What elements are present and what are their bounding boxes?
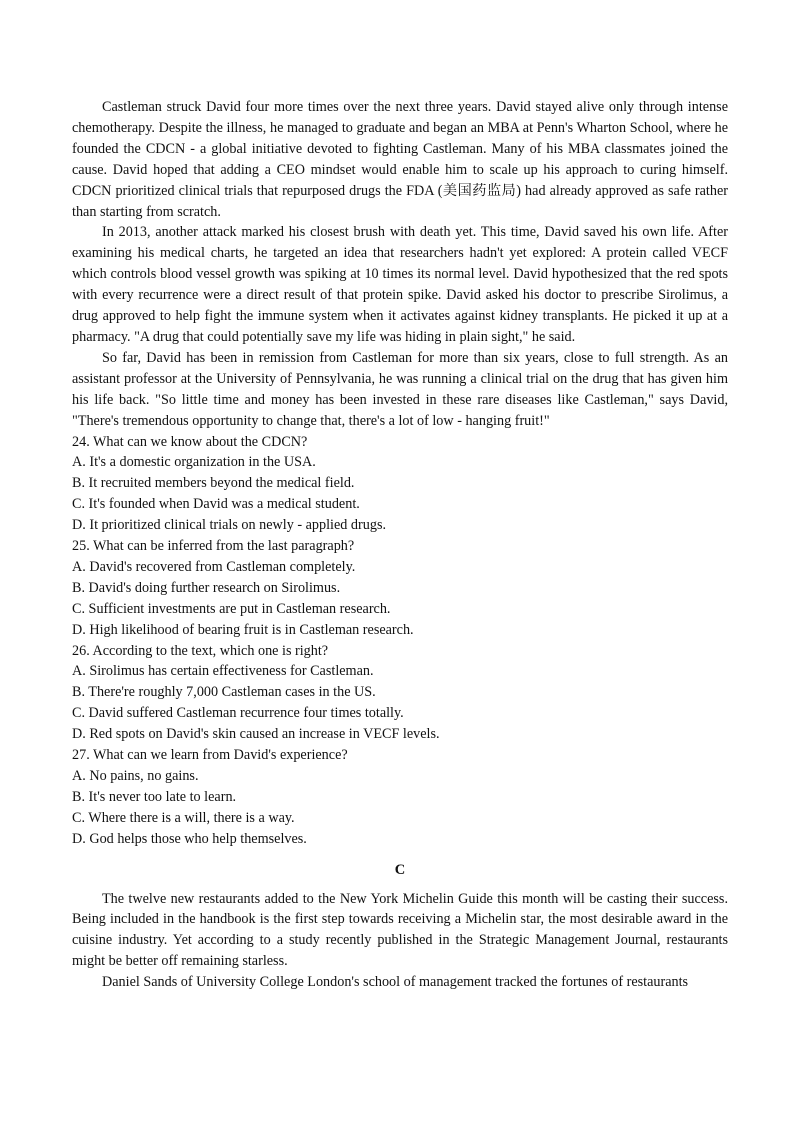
document-page [72,97,728,993]
paragraph: Castleman struck David four more times over the next three years. David stayed alive only through intense chemotherapy. Despite the illness, he managed to graduate and began an MBA at Penn's Wharton School, where he founded the CDCN - a global initiative devoted to fighting Castleman. Many of his MBA classmates joined the cause. David hoped that adding a CEO mindset would enable him to scale up his approach to curing himself. CDCN prioritized clinical trials that repurposed drugs the FDA (美国药监局) had already approved as safe rather than starting from scratch. [72,99,728,220]
option-d: D. Red spots on David's skin caused an increase in VECF levels. [72,726,440,743]
option-a: A. It's a domestic organization in the USA. [72,454,316,471]
question-stem: 25. What can be inferred from the last paragraph? [72,538,355,555]
questions [72,432,728,850]
option-c: C. Where there is a will, there is a way. [72,809,295,826]
question-25 [72,536,728,641]
option-c: C. Sufficient investments are put in Castleman research. [72,600,391,617]
paragraph: In 2013, another attack marked his closest brush with death yet. This time, David saved his own life. After examining his medical charts, he targeted an idea that researchers hadn't yet explored: A protein called VECF which controls blood vessel growth was spiking at 10 times its normal level. David hypothesized that the red spots with every recurrence were a direct result of that protein spike. David asked his doctor to prescribe Sirolimus, a drug approved to help fight the immune system when it activates against kidney transplants. He picked it up at a pharmacy. "A drug that could potentially save my life was hiding in plain sight," he said. [72,224,728,345]
question-24 [72,432,728,537]
option-d: D. It prioritized clinical trials on newly - applied drugs. [72,517,387,534]
option-c: C. It's founded when David was a medical student. [72,496,360,513]
section-heading: C [394,861,406,878]
question-stem: 24. What can we know about the CDCN? [72,433,308,450]
option-b: B. There're roughly 7,000 Castleman cases in the US. [72,684,376,701]
paragraph: Daniel Sands of University College London's school of management tracked the fortunes of restaurants [102,974,689,991]
passage-b [72,97,728,432]
question-stem: 26. According to the text, which one is right? [72,642,329,659]
paragraph: So far, David has been in remission from Castleman for more than six years, close to full strength. As an assistant professor at the University of Pennsylvania, he was running a clinical trial on the drug that has given him his life back. "So little time and money has been invested in these rare diseases like Castleman," says David, "There's tremendous opportunity to change that, there's a lot of low - hanging fruit!" [72,349,728,429]
question-26 [72,641,728,746]
option-b: B. David's doing further research on Sirolimus. [72,579,341,596]
option-c: C. David suffered Castleman recurrence four times totally. [72,705,404,722]
passage-c [72,860,728,993]
option-a: A. Sirolimus has certain effectiveness for Castleman. [72,663,374,680]
question-27 [72,745,728,850]
paragraph: The twelve new restaurants added to the New York Michelin Guide this month will be casting their success. Being included in the handbook is the first step towards receiving a Michelin star, the most desirable award in the cuisine industry. Yet according to a study recently published in the Strategic Management Journal, restaurants might be better off remaining starless. [72,890,728,970]
option-d: D. High likelihood of bearing fruit is in Castleman research. [72,621,414,638]
option-d: D. God helps those who help themselves. [72,830,307,847]
question-stem: 27. What can we learn from David's experience? [72,747,348,764]
option-b: B. It recruited members beyond the medical field. [72,475,355,492]
option-a: A. No pains, no gains. [72,768,199,784]
option-a: A. David's recovered from Castleman completely. [72,558,356,575]
option-b: B. It's never too late to learn. [72,788,237,805]
